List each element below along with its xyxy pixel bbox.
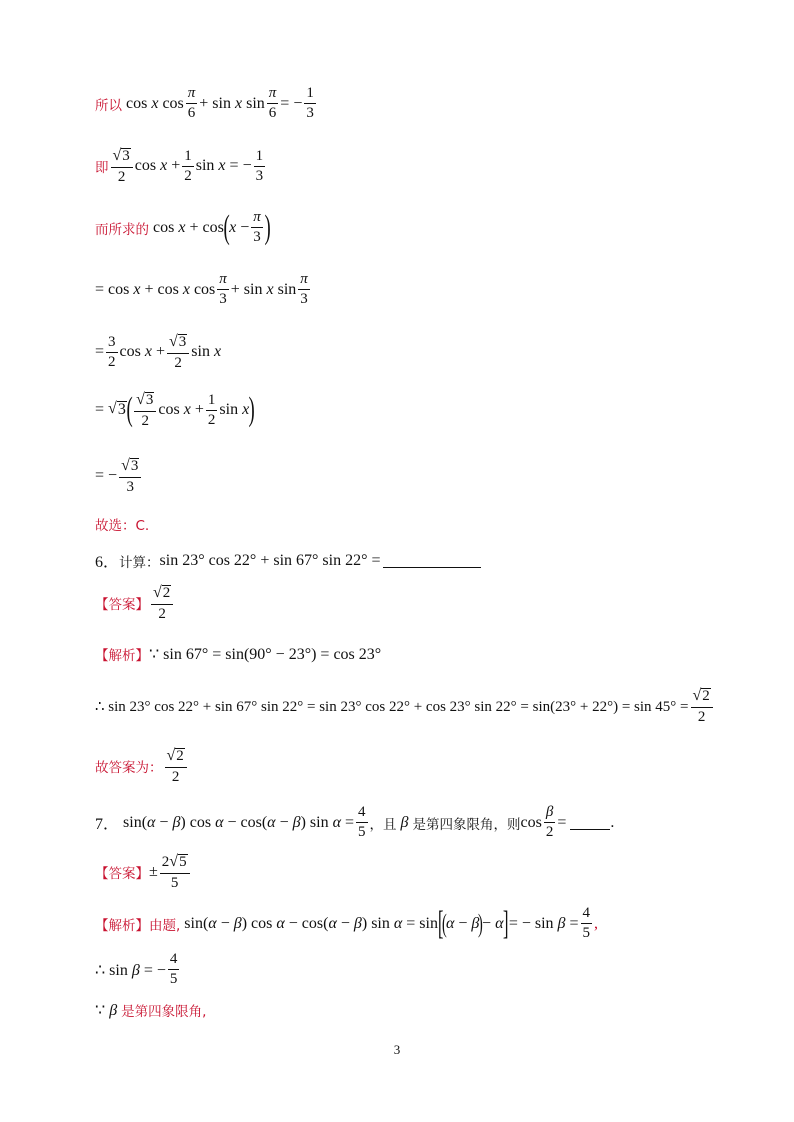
q6-conclusion [95,748,189,785]
solution-line-5 [95,334,221,371]
math-expr: β [471,914,480,932]
math-expr: = − sin β = [508,914,579,932]
math-expr: − [236,218,250,236]
question-number: 6． [95,554,120,571]
math-expr: cos x cos [122,94,184,112]
bracket: [ [437,904,444,942]
math-expr: sin x [191,343,222,361]
minus-sign: − [242,157,252,175]
math-expr: ∴ sin β = − [95,961,166,979]
fraction: $\frac{1}{2}$ [184,147,192,184]
quadrant-text: 是第四象限角, [121,1004,207,1020]
math-expr: cos x + cos x cos [104,280,216,298]
fraction: √ 3 2 [111,148,133,185]
equals-sign: = [95,467,105,485]
paren: ( [223,208,230,246]
conclusion-line [95,514,149,534]
math-expr: β [396,813,413,831]
math-expr: cos x + [158,401,204,419]
math-expr: α [445,914,455,932]
bracket: ] [503,904,509,942]
fraction: √ 2 2 [691,688,713,725]
fraction: $\frac{4}{5}$ [582,905,591,941]
math-expr: sin(α − β) cos α − cos(α − β) sin α = sin [180,914,438,932]
conclusion-text: 故答案为： [95,760,163,777]
paren: ) [248,391,255,429]
paren: ) [478,908,484,938]
text-ersuoqiude: 而所求的 [95,221,149,238]
q7-answer [95,854,192,891]
sqrt: √ 3 [104,400,126,419]
math-expr: + sin x sin [230,280,297,298]
answer-tag: 【答案】 [95,597,149,614]
fraction: √ 3 2 [167,334,189,371]
analysis-expr: ∵ sin 67° = sin(90° − 23°) = cos 23° [149,646,382,663]
math-expr: cos [520,813,542,831]
solution-line-4 [95,272,312,307]
fraction: $\frac{\beta}{2}$ [545,804,554,840]
solution-line-2 [95,148,267,185]
fraction: $\frac{\pi}{6}$ [268,85,277,121]
q7-analysis [95,906,598,941]
solution-line-6 [95,392,255,429]
q7-beta-quadrant [95,1000,206,1020]
analysis-prefix: 由题, [149,917,181,934]
fraction: $\frac{\pi}{3}$ [219,271,227,307]
fraction: $\frac{1}{3}$ [306,85,314,121]
chain-expr: ∴ sin 23° cos 22° + sin 67° sin 22° = sin 23° cos 22° + cos 23° sin 22° = sin(23° + 22°) = sin 45° = [95,698,689,715]
fraction: $\frac{1}{2}$ [207,391,216,428]
fraction: $\frac{3}{2}$ [108,333,116,370]
math-expr: − α [482,914,504,932]
paren: ( [126,391,133,429]
minus-sign: − [293,94,303,112]
math-expr: − [104,467,118,485]
math-expr: sin(α − β) cos α − cos(α − β) sin α = [119,813,355,831]
fraction: √ 2 2 [151,585,173,622]
fraction: √ 3 3 [119,458,141,495]
solution-line-1 [95,86,318,121]
question-end: . [610,813,615,831]
fraction: $\frac{\pi}{6}$ [187,85,196,121]
fraction: $\frac{\pi}{3}$ [253,209,261,245]
answer-blank [570,815,610,830]
math-expr: ± [149,863,158,881]
math-expr: = [557,813,567,831]
math-expr: = [280,94,294,112]
math-expr: cos x + [134,157,181,175]
answer-tag: 【答案】 [95,866,149,883]
text-ji: 即 [95,160,109,177]
q6-answer [95,585,175,622]
math-expr: sin x = [195,157,243,175]
answer-blank [383,553,481,568]
solution-line-3 [95,210,270,245]
condition-text: ，且 [369,816,397,833]
q6-analysis [95,644,381,664]
question-number: 7． [95,816,120,833]
math-expr: x [229,218,237,236]
question-prompt: 计算： [119,554,160,571]
fraction: 2 √ 5 5 [160,854,190,891]
text-suoyi: 所以 [95,97,122,114]
fraction: √ 3 2 [134,392,156,429]
math-expr: sin x [219,401,250,419]
condition-text-2: 是第四象限角，则 [412,816,521,833]
question-6 [95,549,481,572]
conclusion-text: 故选：C. [95,518,150,534]
question-7 [95,805,614,840]
fraction: $\frac{\pi}{3}$ [300,271,308,307]
math-expr: − [454,914,472,932]
equals-sign: = [95,280,105,298]
fraction: $\frac{1}{3}$ [255,147,264,184]
page-number: 3 [393,1042,401,1057]
analysis-tag: 【解析】 [95,648,149,664]
solution-line-7 [95,458,143,495]
fraction: √ 2 2 [165,748,187,785]
fraction: $\frac{4}{5}$ [358,804,366,840]
paren: ( [442,908,448,938]
analysis-tag: 【解析】 [95,917,149,934]
paren: ) [264,208,271,246]
math-expr: cos x + cos [149,218,224,236]
q7-sinbeta [95,952,181,987]
math-expr: cos x + [119,343,165,361]
equals-sign: = [95,343,105,361]
q6-chain [95,688,715,725]
math-expr: + sin x sin [199,94,265,112]
comma: , [594,914,599,932]
equals-sign: = [95,401,105,419]
math-expr: ∵ β [95,1002,118,1019]
question-expr: sin 23° cos 22° + sin 67° sin 22° = [159,551,381,569]
fraction: $\frac{4}{5}$ [169,951,178,987]
